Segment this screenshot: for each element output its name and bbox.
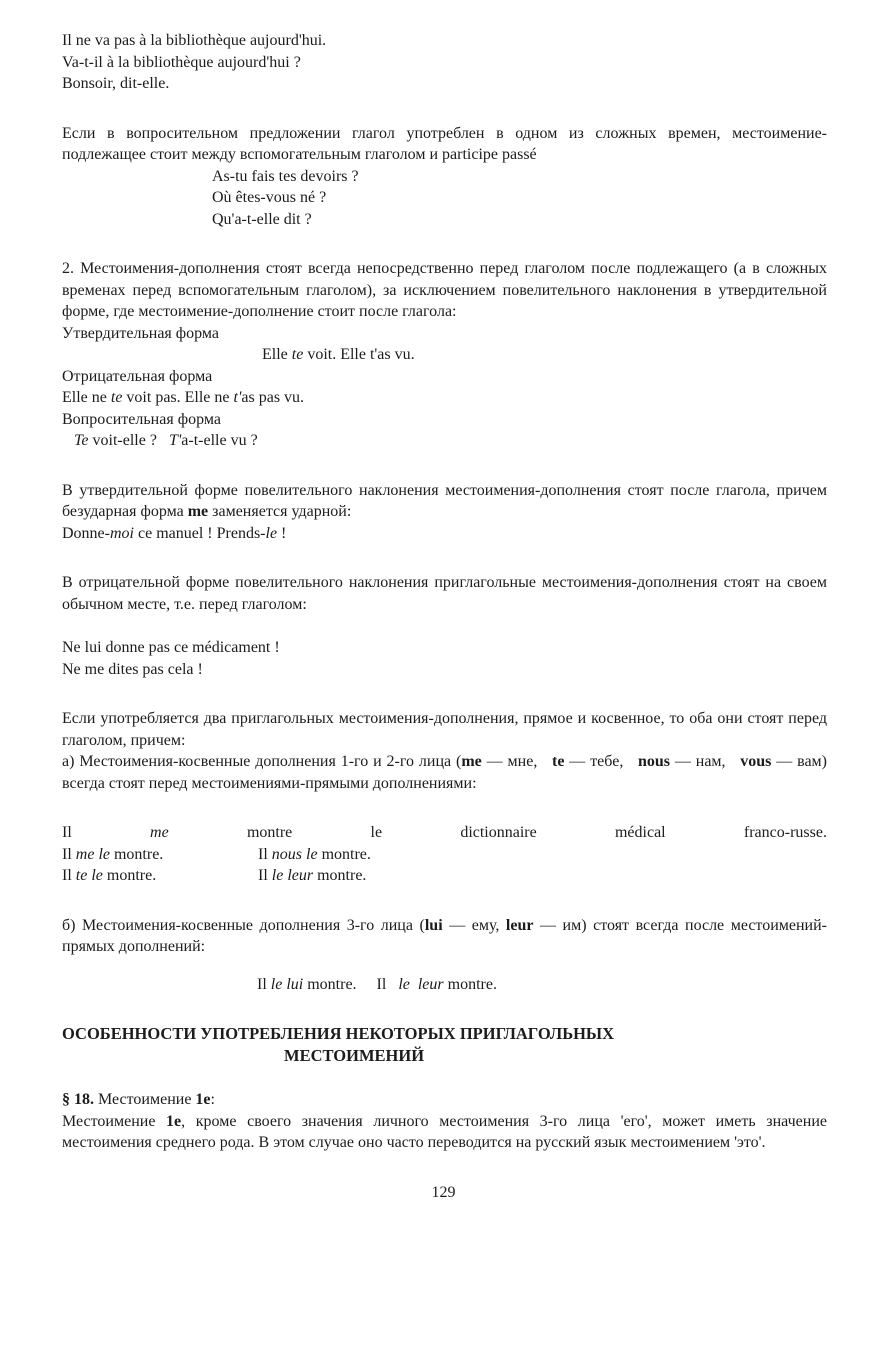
section-18-body: Местоимение 1e, кроме своего значения личного местоимения 3-го лица 'его', может иметь значение местоимения среднего рода. В этом случае оно часто переводится на русский язык местоимением 'это'. (62, 1112, 827, 1151)
imperative-negative-rule: В отрицательной форме повелительного наклонения приглагольные местоимения-дополнения стоят на своем обычном месте, т.е. перед глаголом: (62, 574, 827, 613)
interrogative-example: Te voit-elle ? T'a-t-elle vu ? (74, 432, 258, 449)
rule-2-paragraph: 2. Местоимения-дополнения стоят всегда непосредственно перед глаголом после подлежащего (а в сложных временах перед вспомогательным глаголом), за исключением повелительного наклонения в утвердительной форме, где местоимение-дополнение стоит после глагола: (62, 260, 827, 320)
section-heading: ОСОБЕННОСТИ УПОТРЕБЛЕНИЯ НЕКОТОРЫХ ПРИГЛАГОЛЬНЫХ МЕСТОИМЕНИЙ (62, 1024, 615, 1065)
example-line: Ne lui donne pas ce médicament ! (62, 639, 280, 656)
point-b-rule: б) Местоимения-косвенные дополнения 3-го лица (lui — ему, leur — им) стоят всегда после местоимений-прямых дополнений: (62, 916, 828, 955)
example-line: Où êtes-vous né ? (212, 189, 327, 206)
example-line: Va-t-il à la bibliothèque aujourd'hui ? (62, 53, 301, 71)
affirmative-label: Утвердительная форма (62, 324, 220, 342)
example-line: Bonsoir, dit-elle. (62, 75, 170, 92)
negative-label: Отрицательная форма (62, 367, 213, 385)
compound-tense-rule: Если в вопросительном предложении глагол употреблен в одном из сложных времен, местоимение-подлежащее стоит между вспомогательным глаголом и participe passé (62, 124, 827, 163)
two-pronouns-rule: Если употребляется два приглагольных местоимения-дополнения, прямое и косвенное, то оба они стоят перед глаголом, причем: (62, 710, 827, 749)
example-line: As-tu fais tes devoirs ? (212, 167, 359, 185)
interrogative-label: Вопросительная форма (62, 410, 221, 428)
point-b-example: Il le lui montre. Il le leur montre. (257, 975, 497, 993)
example-line: Il ne va pas à la bibliothèque aujourd'hui. (62, 32, 327, 49)
page-content (62, 30, 840, 1154)
section-18-title: § 18. Местоимение 1e: (62, 1091, 215, 1108)
imperative-affirmative-example: Donne-moi ce manuel ! Prends-le ! (62, 524, 287, 542)
example-line: Ne me dites pas cela ! (62, 660, 203, 678)
page-number: 129 (431, 1184, 456, 1201)
affirmative-example: Elle te voit. Elle t'as vu. (262, 346, 415, 363)
pronoun-pair-row: Il me le montre. Il nous le montre. (62, 845, 371, 863)
point-a-rule: а) Местоимения-косвенные дополнения 1-го и 2-го лица (me — мне, te — тебе, nous — нам, vous — вам) всегда стоят перед местоимениями-прямыми дополнениями: (62, 753, 840, 792)
example-line: Qu'a-t-elle dit ? (212, 210, 312, 228)
imperative-affirmative-rule: В утвердительной форме повелительного наклонения местоимения-дополнения стоят после глагола, причем безударная форма me заменяется ударной: (62, 481, 827, 520)
negative-example: Elle ne te voit pas. Elle ne t'as pas vu. (62, 389, 305, 406)
pronoun-pair-row: Il te le montre. Il le leur montre. (62, 867, 367, 884)
example-sentence: Il me montre le dictionnaire médical franco-russe. (62, 824, 827, 841)
